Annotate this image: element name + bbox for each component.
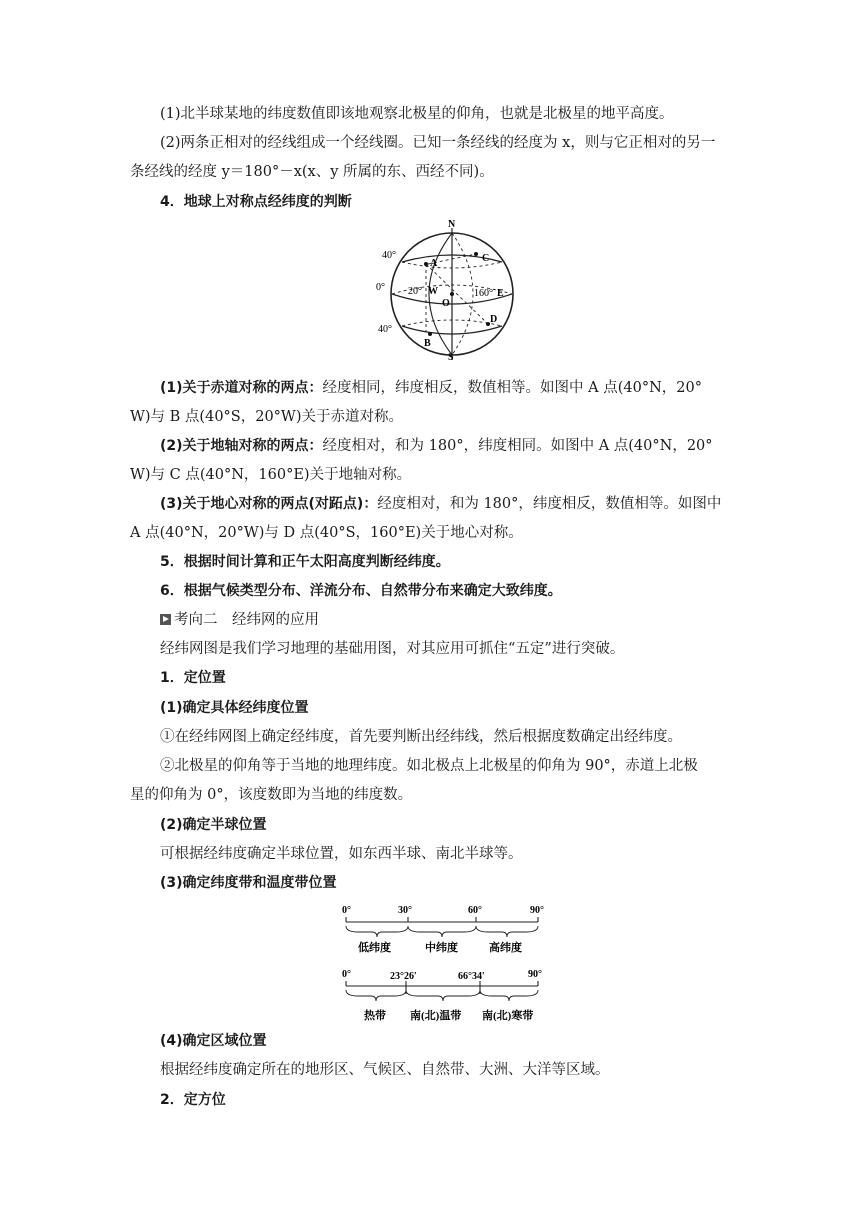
label-lat-0: 0° <box>376 282 385 293</box>
label-a: A <box>430 258 438 269</box>
point-b <box>428 332 432 336</box>
label-c: C <box>482 253 490 264</box>
para-axis-symmetry-2: W)与 C 点(40°N，160°E)关于地轴对称。 <box>130 467 412 483</box>
brace-tropic <box>346 990 406 1001</box>
para-meridian-circle-1: (2)两条正相对的经线组成一个经线圈。已知一条经线的经度为 x，则与它正相对的另一 <box>160 135 716 151</box>
heading-5: 5．根据时间计算和正午太阳高度判断经纬度。 <box>160 554 450 570</box>
point-a <box>424 262 428 266</box>
tick-30: 30° <box>398 905 412 916</box>
label-equator-symmetry: (1)关于赤道对称的两点： <box>160 380 323 396</box>
heading-locate-position: 1．定位置 <box>160 670 226 686</box>
text-axis-symmetry-1: 经度相对，和为 180°，纬度相同。如图中 A 点(40°N，20° <box>322 438 713 454</box>
zone-frigid: 南(北)寒带 <box>482 1010 534 1022</box>
section-kaoxiang-2 <box>160 610 760 630</box>
tick-90: 90° <box>530 905 544 916</box>
brace-mid <box>408 926 476 937</box>
heading-locate-direction: 2．定方位 <box>160 1092 226 1108</box>
heading-region: (4)确定区域位置 <box>160 1033 267 1049</box>
point-c <box>474 252 478 256</box>
para-intro: 经纬网图是我们学习地理的基础用图，对其应用可抓住“五定”进行突破。 <box>160 641 625 657</box>
heading-hemisphere: (2)确定半球位置 <box>160 817 267 833</box>
temperature-zones-figure <box>338 964 554 1026</box>
label-lon-20w: 20° <box>408 286 422 297</box>
label-d: D <box>490 314 498 325</box>
text-antipode-1: 经度相对，和为 180°，纬度相反，数值相等。如图中 <box>377 496 722 512</box>
section-title: 考向二 经纬网的应用 <box>174 612 319 628</box>
heading-4-symmetric-points: 4．地球上对称点经纬度的判断 <box>160 194 352 210</box>
tick-90-temp: 90° <box>528 969 542 980</box>
label-s: S <box>448 352 454 360</box>
tick-23-26: 23°26′ <box>390 971 417 982</box>
heading-latitude-zones: (3)确定纬度带和温度带位置 <box>160 875 337 891</box>
para-equator-symmetry-1 <box>160 378 760 398</box>
label-lat-40s: 40° <box>378 324 392 335</box>
brace-frigid <box>480 990 538 1001</box>
zone-temperate: 南(北)温带 <box>410 1010 462 1022</box>
label-e: E <box>497 288 504 299</box>
para-antipode-2: A 点(40°N，20°W)与 D 点(40°S，160°E)关于地心对称。 <box>130 525 523 541</box>
label-lat-40n: 40° <box>382 250 396 261</box>
tick-0-temp: 0° <box>342 969 351 980</box>
play-marker-icon <box>160 614 171 625</box>
para-hemisphere: 可根据经纬度确定半球位置，如东西半球、南北半球等。 <box>160 846 523 862</box>
brace-temperate <box>406 990 480 1001</box>
point-o <box>450 292 454 296</box>
label-n: N <box>448 219 456 230</box>
heading-exact-coordinates: (1)确定具体经纬度位置 <box>160 700 309 716</box>
label-w: W <box>428 286 438 297</box>
para-circle-1: ①在经纬网图上确定经纬度，首先要判断出经纬线，然后根据度数确定出经纬度。 <box>160 729 682 745</box>
zone-low-latitude: 低纬度 <box>358 942 391 954</box>
globe-figure <box>368 214 528 360</box>
para-circle-2b: 星的仰角为 0°，该度数即为当地的纬度数。 <box>130 787 413 803</box>
para-antipode-1 <box>160 494 760 514</box>
brace-low <box>346 926 408 937</box>
tick-60: 60° <box>468 905 482 916</box>
text-equator-symmetry-1: 经度相同，纬度相反，数值相等。如图中 A 点(40°N，20° <box>322 380 702 396</box>
label-axis-symmetry: (2)关于地轴对称的两点： <box>160 438 323 454</box>
para-region: 根据经纬度确定所在的地形区、气候区、自然带、大洲、大洋等区域。 <box>160 1062 610 1078</box>
label-b: B <box>424 338 431 349</box>
zone-mid-latitude: 中纬度 <box>425 942 458 954</box>
label-lon-160e: 160° <box>474 288 493 299</box>
label-antipode: (3)关于地心对称的两点(对跖点)： <box>160 496 378 512</box>
zone-tropic: 热带 <box>364 1010 386 1022</box>
label-o: O <box>442 298 450 309</box>
latitude-zones-figure <box>338 900 554 960</box>
meridian-160e <box>452 233 473 355</box>
heading-6: 6．根据气候类型分布、洋流分布、自然带分布来确定大致纬度。 <box>160 583 562 599</box>
brace-high <box>476 926 538 937</box>
para-axis-symmetry-1 <box>160 436 760 456</box>
para-circle-2a: ②北极星的仰角等于当地的地理纬度。如北极点上北极星的仰角为 90°，赤道上北极 <box>160 758 698 774</box>
tick-0: 0° <box>342 905 351 916</box>
para-equator-symmetry-2: W)与 B 点(40°S，20°W)关于赤道对称。 <box>130 409 403 425</box>
para-meridian-circle-2: 条经线的经度 y＝180°－x(x、y 所属的东、西经不同)。 <box>130 164 494 180</box>
para-polaris-latitude: (1)北半球某地的纬度数值即该地观察北极星的仰角，也就是北极星的地平高度。 <box>160 106 674 122</box>
zone-high-latitude: 高纬度 <box>489 942 522 954</box>
tick-66-34: 66°34′ <box>458 971 485 982</box>
